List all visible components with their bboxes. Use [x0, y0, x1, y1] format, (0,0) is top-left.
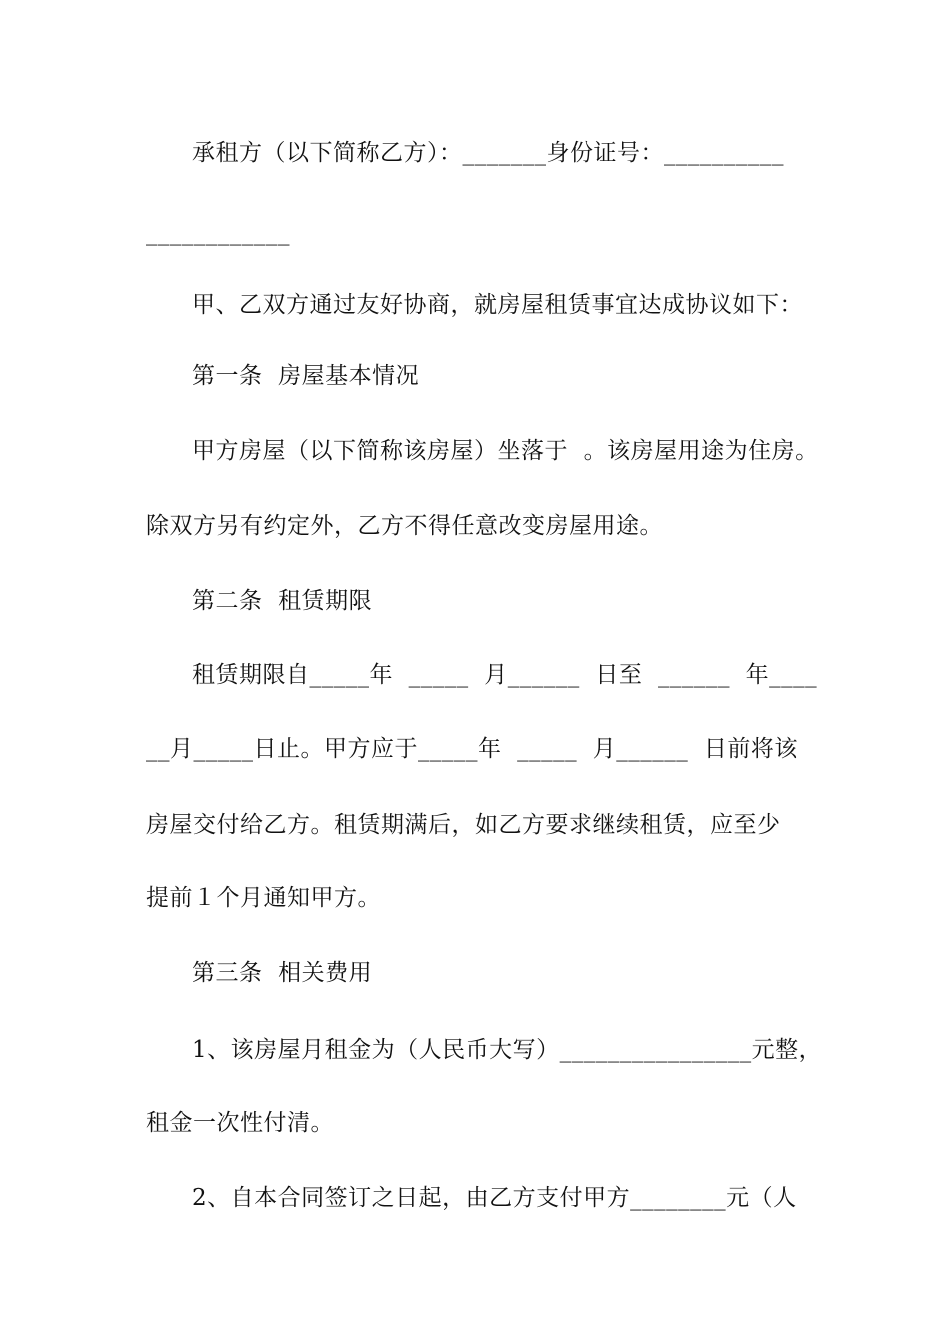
- clause-3-2-line: 2、自本合同签订之日起，由乙方支付甲方________元（人: [192, 1185, 797, 1211]
- article-2-paragraph-line: 房屋交付给乙方。租赁期满后，如乙方要求继续租赁，应至少: [146, 812, 781, 838]
- article-1-heading: 第一条 房屋基本情况: [192, 363, 420, 389]
- article-1-paragraph-line: 除双方另有约定外，乙方不得任意改变房屋用途。: [146, 513, 663, 539]
- clause-3-1-line: 1、该房屋月租金为（人民币大写）________________元整，: [192, 1037, 823, 1063]
- article-3-heading: 第三条 相关费用: [192, 960, 373, 986]
- article-2-paragraph-line: __月_____日止。甲方应于_____年 _____ 月______ 日前将该: [146, 736, 798, 762]
- article-2-paragraph-line: 租赁期限自_____年 _____ 月______ 日至 ______ 年____: [192, 662, 818, 688]
- article-2-paragraph-line: 提前１个月通知甲方。: [146, 885, 381, 911]
- article-2-heading: 第二条 租赁期限: [192, 588, 373, 614]
- id-number-continuation: ____________: [146, 220, 290, 246]
- clause-3-1-line: 租金一次性付清。: [146, 1110, 334, 1136]
- agreement-intro: 甲、乙双方通过友好协商，就房屋租赁事宜达成协议如下：: [192, 292, 803, 318]
- article-1-paragraph-line: 甲方房屋（以下简称该房屋）坐落于 。该房屋用途为住房。: [192, 438, 819, 464]
- lessee-info-line: 承租方（以下简称乙方）：_______身份证号：__________: [192, 140, 784, 166]
